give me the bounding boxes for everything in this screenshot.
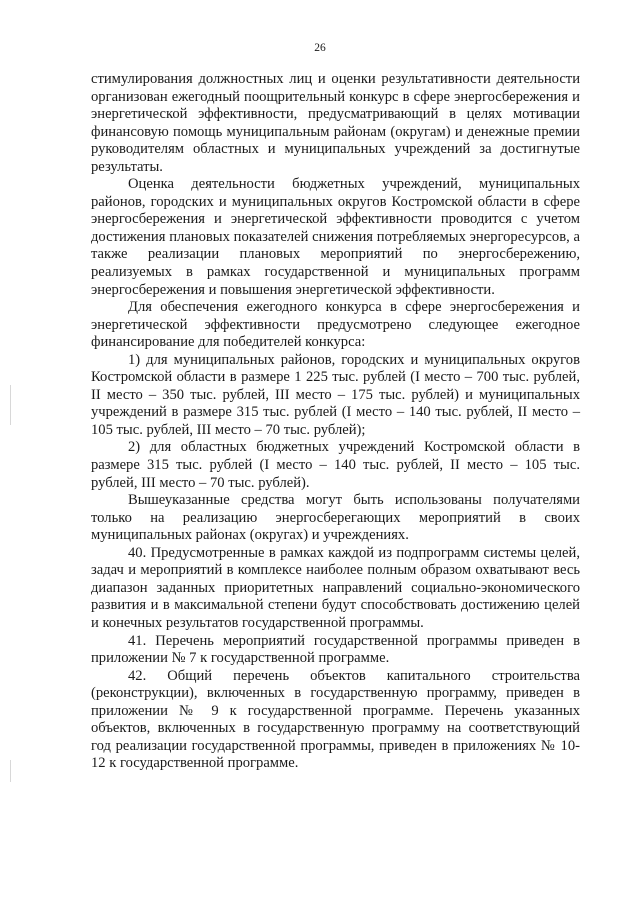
numbered-paragraph: 41. Перечень мероприятий государственной программы приведен в приложении № 7 к государственной программе. (91, 632, 580, 667)
list-item-paragraph: 2) для областных бюджетных учреждений Костромской области в размере 315 тыс. рублей (I место – 140 тыс. рублей, II место – 105 тыс. рублей, III место – 70 тыс. рублей). (91, 439, 580, 491)
paragraph: Для обеспечения ежегодного конкурса в сфере энергосбережения и энергетической эффективности предусмотрено следующее ежегодное финансирование для победителей конкурса: (91, 299, 580, 351)
page-number: 26 (314, 42, 326, 54)
numbered-paragraph: 42. Общий перечень объектов капитального строительства (реконструкции), включенных в государственную программу, приведен в приложении № 9 к государственной программе. Перечень указанных объектов, включенных в государственную программу на соответствующий год реализации государственной программы, приведен в приложениях № 10-12 к государственной программе. (91, 667, 580, 772)
paragraph: Оценка деятельности бюджетных учреждений, муниципальных районов, городских и муниципальных округов Костромской области в сфере энергосбережения и энергетической эффективности проводится с учетом достижения плановых показателей снижения потребляемых энергоресурсов, а также реализации плановых мероприятий по энергосбережению, реализуемых в рамках государственной и муниципальных программ энергосбережения и повышения энергетической эффективности. (91, 176, 580, 298)
scan-edge-mark (10, 760, 11, 782)
document-body (91, 71, 580, 773)
numbered-paragraph: 40. Предусмотренные в рамках каждой из подпрограмм системы целей, задач и мероприятий в комплексе наиболее полным образом охватывают весь диапазон заданных приоритетных направлений социально-экономического развития и в максимальной степени будут способствовать достижению целей и конечных результатов государственной программы. (91, 544, 580, 631)
paragraph: стимулирования должностных лиц и оценки результативности деятельности организован ежегодный поощрительный конкурс в сфере энергосбережения и энергетической эффективности, предусматривающий в целях мотивации финансовую помощь муниципальным районам (округам) и денежные премии руководителям областных и муниципальных учреждений за достигнутые результаты. (91, 71, 580, 175)
list-item-paragraph: 1) для муниципальных районов, городских и муниципальных округов Костромской области в размере 1 225 тыс. рублей (I место – 700 тыс. рублей, II место – 350 тыс. рублей, III место – 175 тыс. рублей) и муниципальных учреждений в размере 315 тыс. рублей (I место – 140 тыс. рублей, II место – 105 тыс. рублей, III место – 70 тыс. рублей); (91, 351, 580, 438)
paragraph: Вышеуказанные средства могут быть использованы получателями только на реализацию энергосберегающих мероприятий в своих муниципальных районах (округах) и учреждениях. (91, 492, 580, 544)
scan-edge-mark (10, 385, 11, 425)
